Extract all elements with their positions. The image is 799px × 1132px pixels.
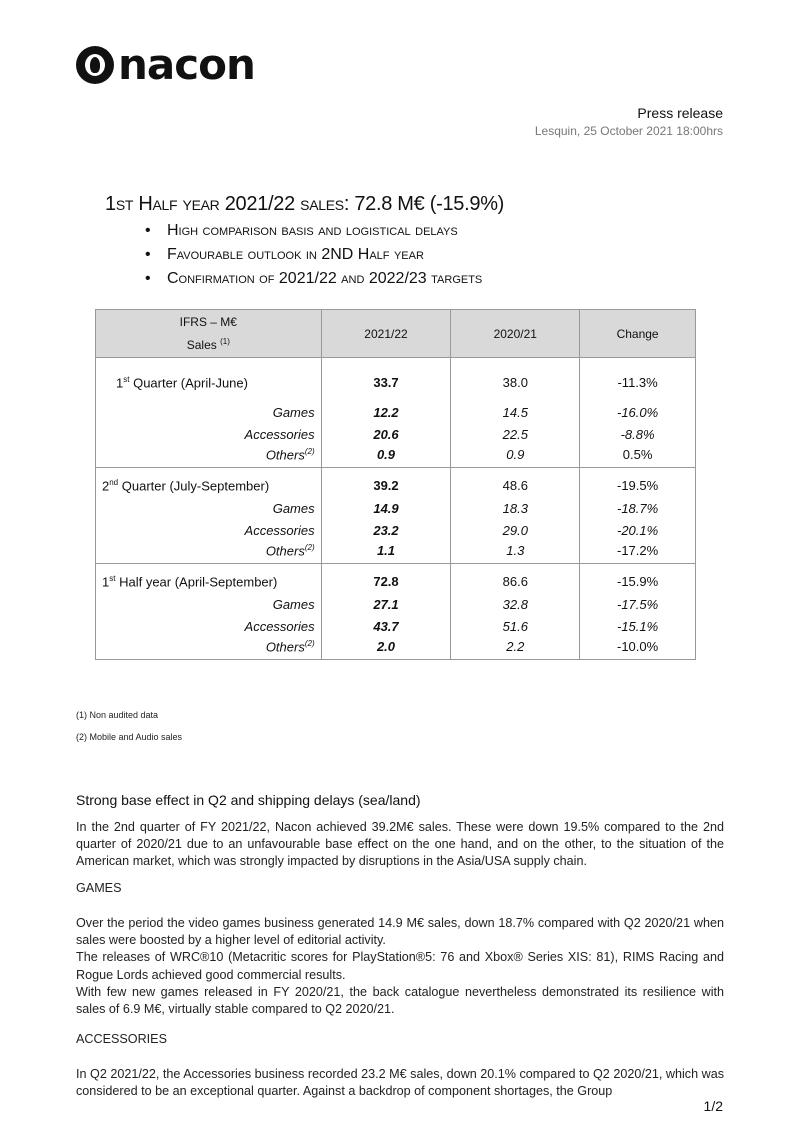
table-row <box>96 542 696 564</box>
cell: 29.0 <box>451 520 580 542</box>
nacon-logo-icon <box>76 46 114 84</box>
accessories-heading: ACCESSORIES <box>76 1032 167 1046</box>
cell: -19.5% <box>580 468 696 498</box>
paragraph: In Q2 2021/22, the Accessories business recorded 23.2 M€ sales, down 20.1% compared to Q2 2020/21, which was considered to be an exceptional quarter. Against a backdrop of component shortages, the Group <box>76 1067 724 1099</box>
row-label: 1st Quarter (April-June) <box>96 358 322 402</box>
cell: 0.9 <box>451 446 580 468</box>
cell: -11.3% <box>580 358 696 402</box>
cell: 22.5 <box>451 424 580 446</box>
row-label: Others$^{(2)}$ <box>96 638 322 660</box>
sales-table <box>95 309 696 660</box>
table-row <box>96 594 696 616</box>
cell: -8.8% <box>580 424 696 446</box>
cell: 32.8 <box>451 594 580 616</box>
cell: -17.2% <box>580 542 696 564</box>
table-row <box>96 402 696 424</box>
cell: 2.0 <box>321 638 451 660</box>
cell: -18.7% <box>580 498 696 520</box>
highlights-list <box>145 219 482 291</box>
cell: 1.3 <box>451 542 580 564</box>
row-label: Others$^{(2)}$ <box>96 542 322 564</box>
cell: -20.1% <box>580 520 696 542</box>
cell: -17.5% <box>580 594 696 616</box>
table-row <box>96 616 696 638</box>
table-row-section <box>96 468 696 498</box>
cell: 86.6 <box>451 564 580 594</box>
table-row <box>96 446 696 468</box>
cell: -16.0% <box>580 402 696 424</box>
press-release-label: Press release <box>637 105 723 121</box>
row-label: 2nd Quarter (July-September) <box>96 468 322 498</box>
header-2020-21: 2020/21 <box>451 310 580 358</box>
row-label: Games <box>96 594 322 616</box>
dateline: Lesquin, 25 October 2021 18:00hrs <box>534 124 723 138</box>
footnote: (2) Mobile and Audio sales <box>76 732 183 742</box>
table-row <box>96 520 696 542</box>
cell: 51.6 <box>451 616 580 638</box>
header-ifrs: IFRS – M€ Sales $^{(1)}$ <box>96 310 322 358</box>
cell: 27.1 <box>321 594 451 616</box>
cell: 2.2 <box>451 638 580 660</box>
table-row-section <box>96 358 696 402</box>
highlight-item: • Favourable outlook in 2ND Half year <box>145 243 482 267</box>
cell: 20.6 <box>321 424 451 446</box>
cell: 14.9 <box>321 498 451 520</box>
cell: 1.1 <box>321 542 451 564</box>
cell: 23.2 <box>321 520 451 542</box>
cell: 0.9 <box>321 446 451 468</box>
cell: 14.5 <box>451 402 580 424</box>
cell: 33.7 <box>321 358 451 402</box>
row-label: Accessories <box>96 424 322 446</box>
cell: 72.8 <box>321 564 451 594</box>
logo-text: nacon <box>118 40 255 89</box>
footnote: (1) Non audited data <box>76 710 159 720</box>
table-row <box>96 498 696 520</box>
press-header <box>535 105 723 138</box>
row-label: Others$^{(2)}$ <box>96 446 322 468</box>
row-label: Games <box>96 498 322 520</box>
cell: 12.2 <box>321 402 451 424</box>
table-row <box>96 638 696 660</box>
row-label: 1st Half year (April-September) <box>96 564 322 594</box>
nacon-logo <box>76 40 255 89</box>
cell: 0.5% <box>580 446 696 468</box>
row-label: Games <box>96 402 322 424</box>
row-label: Accessories <box>96 520 322 542</box>
section-heading: Strong base effect in Q2 and shipping delays (sea/land) <box>76 792 421 808</box>
row-label: Accessories <box>96 616 322 638</box>
games-paragraphs: Over the period the video games business generated 14.9 M€ sales, down 18.7% compared with Q2 2020/21 when sales were boosted by a higher level of editorial activity. The releases of WRC®10 (Metacritic scores for PlayStation®5: 76 and Xbox® Series XIS: 81), RIMS Racing and Rogue Lords achieved good commercial results. With few new games released in FY 2020/21, the back catalogue nevertheless demonstrated its resilience with sales of 6.9 M€, virtually stable compared to Q2 2020/21. <box>76 916 724 1017</box>
table-row <box>96 424 696 446</box>
header-2021-22: 2021/22 <box>321 310 451 358</box>
cell: 38.0 <box>451 358 580 402</box>
cell: 43.7 <box>321 616 451 638</box>
games-heading: GAMES <box>76 881 122 895</box>
cell: 18.3 <box>451 498 580 520</box>
cell: -10.0% <box>580 638 696 660</box>
table-header <box>96 310 696 358</box>
table-row-section <box>96 564 696 594</box>
cell: 39.2 <box>321 468 451 498</box>
cell: -15.1% <box>580 616 696 638</box>
header-change: Change <box>580 310 696 358</box>
paragraph: In the 2nd quarter of FY 2021/22, Nacon achieved 39.2M€ sales. These were down 19.5% compared to the 2nd quarter of 2020/21 due to an unfavourable base effect on the one hand, and on the other, to the situation of the American market, which was strongly impacted by disruptions in the Asia/USA supply chain. <box>76 820 724 869</box>
cell: -15.9% <box>580 564 696 594</box>
footnotes <box>76 710 182 754</box>
highlight-item: • Confirmation of 2021/22 and 2022/23 targets <box>145 267 482 291</box>
page-title: 1st Half year 2021/22 sales: 72.8 M€ (-15.9%) <box>105 193 505 215</box>
highlight-item: • High comparison basis and logistical delays <box>145 219 482 243</box>
page-number: 1/2 <box>703 1098 723 1114</box>
cell: 48.6 <box>451 468 580 498</box>
